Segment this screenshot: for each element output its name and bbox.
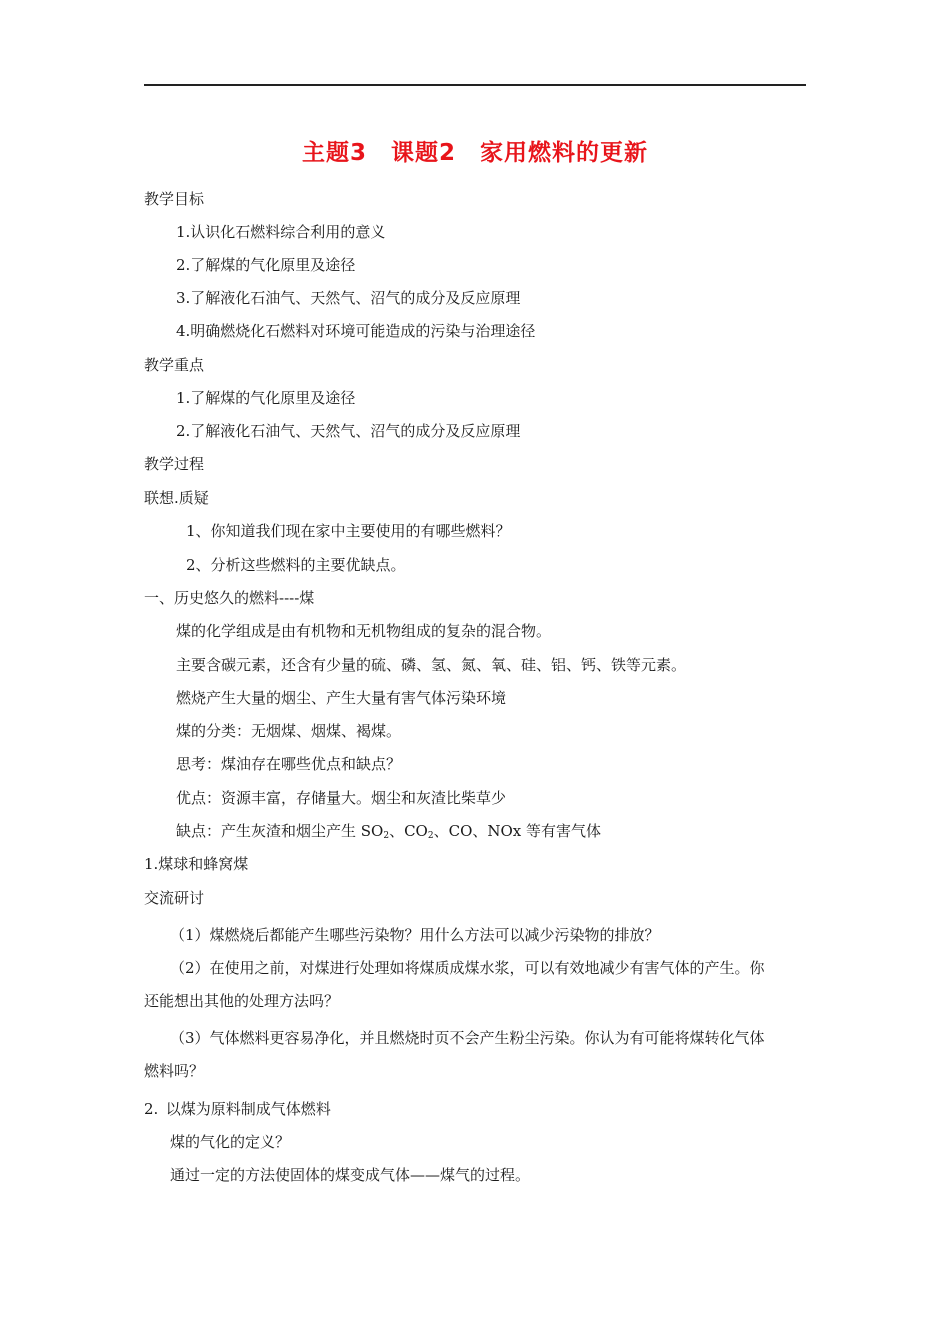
discussion-question-3 bbox=[144, 1028, 808, 1081]
section1-line: 燃烧产生大量的烟尘、产生大量有害气体污染环境 bbox=[176, 689, 507, 707]
objectives-heading: 教学目标 bbox=[144, 190, 205, 208]
objective-item: 3.了解液化石油气、天然气、沼气的成分及反应原理 bbox=[176, 289, 521, 307]
section1-heading: 一、历史悠久的燃料----煤 bbox=[144, 589, 315, 607]
drawback-mid: 、CO bbox=[389, 822, 428, 840]
section1-line: 优点：资源丰富，存储量大。烟尘和灰渣比柴草少 bbox=[176, 789, 507, 807]
objective-item: 1.认识化石燃料综合利用的意义 bbox=[176, 223, 386, 241]
discussion-line: 燃料吗？ bbox=[144, 1062, 205, 1080]
question-item: 1、你知道我们现在家中主要使用的有哪些燃料？ bbox=[186, 522, 511, 540]
key-point-item: 2.了解液化石油气、天然气、沼气的成分及反应原理 bbox=[176, 422, 521, 440]
section1-line: 煤的化学组成是由有机物和无机物组成的复杂的混合物。 bbox=[176, 622, 552, 640]
subsection1-heading: 1.煤球和蜂窝煤 bbox=[144, 855, 249, 873]
discussion-line: 还能想出其他的处理方法吗？ bbox=[144, 992, 340, 1010]
lianxiang-heading: 联想.质疑 bbox=[144, 489, 209, 507]
definition-question: 煤的气化的定义？ bbox=[170, 1133, 291, 1151]
key-point-item: 1.了解煤的气化原里及途径 bbox=[176, 389, 356, 407]
header-rule bbox=[144, 84, 806, 86]
section1-line: 煤的分类：无烟煤、烟煤、褐煤。 bbox=[176, 722, 402, 740]
discussion-line: （2）在使用之前，对煤进行处理如将煤质成煤水浆，可以有效地减少有害气体的产生。你 bbox=[170, 959, 765, 977]
discussion-heading: 交流研讨 bbox=[144, 889, 205, 907]
discussion-question: （1）煤燃烧后都能产生哪些污染物？用什么方法可以减少污染物的排放？ bbox=[170, 926, 660, 944]
definition-answer: 通过一定的方法使固体的煤变成气体——煤气的过程。 bbox=[170, 1166, 531, 1184]
objective-item: 4.明确燃烧化石燃料对环境可能造成的污染与治理途径 bbox=[176, 322, 536, 340]
objective-item: 2.了解煤的气化原里及途径 bbox=[176, 256, 356, 274]
section1-line: 主要含碳元素，还含有少量的硫、磷、氢、氮、氧、硅、铝、钙、铁等元素。 bbox=[176, 656, 687, 674]
discussion-question-2 bbox=[144, 958, 808, 1011]
key-points-heading: 教学重点 bbox=[144, 356, 205, 374]
subsection2-heading: 2. 以煤为原料制成气体燃料 bbox=[144, 1100, 331, 1118]
drawback-suffix: 、CO、NOx 等有害气体 bbox=[433, 822, 602, 840]
discussion-line: （3）气体燃料更容易净化，并且燃烧时页不会产生粉尘污染。你认为有可能将煤转化气体 bbox=[170, 1029, 765, 1047]
drawback-prefix: 缺点：产生灰渣和烟尘产生 SO bbox=[176, 822, 384, 840]
process-heading: 教学过程 bbox=[144, 455, 205, 473]
subscript: 2 bbox=[383, 831, 390, 841]
question-item: 2、分析这些燃料的主要优缺点。 bbox=[186, 556, 406, 574]
page-title: 主题3 课题2 家用燃料的更新 bbox=[301, 140, 648, 166]
drawback-line bbox=[176, 821, 601, 846]
subscript: 2 bbox=[427, 831, 434, 841]
section1-line: 思考：煤油存在哪些优点和缺点？ bbox=[176, 755, 402, 773]
